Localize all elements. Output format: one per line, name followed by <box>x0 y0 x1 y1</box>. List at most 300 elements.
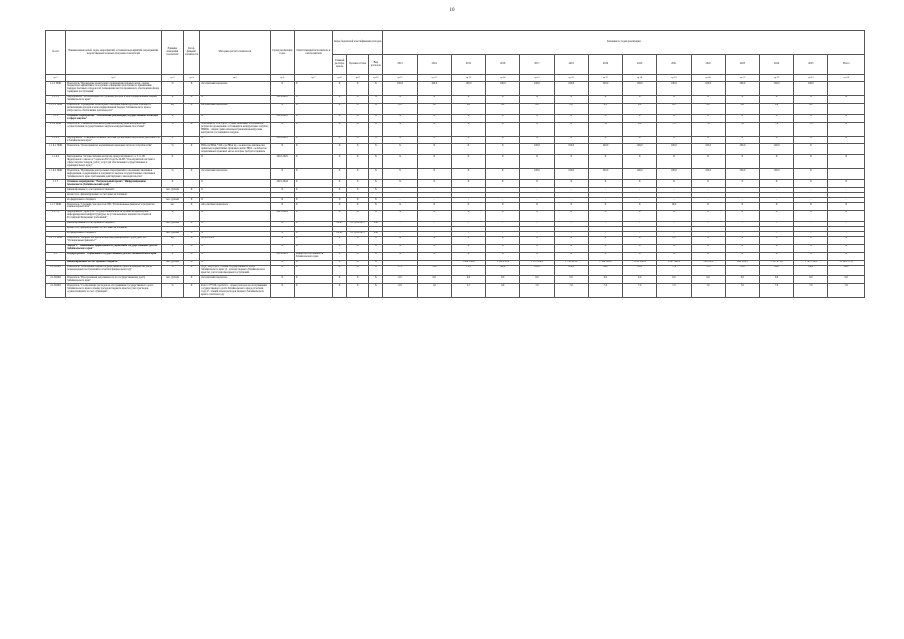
table-row <box>46 276 865 284</box>
cell-value: - <box>657 188 691 193</box>
cell-value: - <box>725 198 759 203</box>
cell-b3: Х <box>369 144 383 155</box>
cell-value: Х <box>451 203 485 211</box>
cell-value: Х <box>451 95 485 103</box>
cell-unit: Х <box>161 252 183 260</box>
cell-value: 1,0 <box>417 103 451 114</box>
cell-value: Х <box>554 155 588 169</box>
cell-b3: Х <box>369 114 383 122</box>
cell-value: - <box>417 188 451 193</box>
cell-value: - <box>383 188 417 193</box>
cell-value: 4,9 <box>486 284 520 298</box>
cell-value: Х <box>794 236 828 244</box>
cell-b3: 242 <box>369 221 383 226</box>
cell-value: 1 743 722,2 <box>794 260 828 265</box>
cell-value: - <box>794 221 828 226</box>
column-number: гр.8 <box>333 75 347 82</box>
cell-value: 100,0 <box>520 169 554 180</box>
cell-value: Х <box>759 244 793 252</box>
cell-value: Х <box>794 244 828 252</box>
cell-value: - <box>451 198 485 203</box>
cell-value: 1 309 253,9 <box>486 260 520 265</box>
cell-b2: Х <box>347 265 369 276</box>
cell-value: Х <box>417 122 451 136</box>
column-number: гр.23 <box>794 75 828 82</box>
cell-value: Х <box>486 236 520 244</box>
cell-value: Х <box>691 114 725 122</box>
cell-no <box>46 244 66 252</box>
cell-value: - <box>828 188 865 193</box>
cell-value: 0,0 <box>417 276 451 284</box>
cell-value: Х <box>623 236 657 244</box>
cell-value: Х <box>588 180 622 188</box>
cell-value: Х <box>417 180 451 188</box>
cell-coef: Х <box>183 231 199 236</box>
table-row <box>46 284 865 298</box>
cell-resp: Х <box>294 221 332 226</box>
cell-value: Х <box>451 122 485 136</box>
cell-value: Х <box>759 136 793 144</box>
cell-name: Задача 2. "Повышение эффективности управления государственным долгом Забайкальского края" <box>66 244 162 252</box>
cell-name: из федерального бюджета <box>66 198 162 203</box>
cell-value: 18,0 <box>657 203 691 211</box>
header-year: Итого <box>828 55 865 75</box>
cell-value: Х <box>794 136 828 144</box>
cell-value: - <box>794 198 828 203</box>
cell-method: Х <box>200 155 271 169</box>
cell-value: 100,0 <box>623 144 657 155</box>
cell-coef: Х <box>183 252 199 260</box>
cell-value: 100,0 <box>451 82 485 96</box>
cell-b1: Х <box>333 260 347 265</box>
cell-value <box>828 82 865 96</box>
cell-value: 75,5 <box>451 265 485 276</box>
cell-value: 100,0 <box>588 144 622 155</box>
cell-value: 7,0 <box>691 122 725 136</box>
cell-term: Х <box>270 122 294 136</box>
cell-b2: Х <box>347 198 369 203</box>
cell-b1: Х <box>333 252 347 260</box>
cell-value: Х <box>828 180 865 188</box>
cell-value: Х <box>451 180 485 188</box>
cell-value: Х <box>383 122 417 136</box>
cell-name: Показатель "Отношение объема государственного долга к доходам без учета безвозмездных поступлений в отчетном финансовом году" <box>66 265 162 276</box>
cell-b3: Х <box>369 169 383 180</box>
cell-name: кроме того, финансирование за счет иных источников: <box>66 226 162 231</box>
header-unit: Единица измерения показателя <box>161 31 183 75</box>
cell-b3: Х <box>369 260 383 265</box>
cell-value: 100,0 <box>554 144 588 155</box>
cell-b2: 01 Д 02 0070 <box>347 231 369 236</box>
cell-value: Х <box>520 114 554 122</box>
cell-value: Х <box>623 244 657 252</box>
cell-resp: Х <box>294 231 332 236</box>
cell-b1: Х <box>333 210 347 221</box>
cell-b3: Х <box>369 210 383 221</box>
cell-value: 100,0 <box>725 169 759 180</box>
cell-value: 70,0 <box>725 265 759 276</box>
cell-value: Х <box>794 95 828 103</box>
cell-coef: Х <box>183 198 199 203</box>
cell-value: Х <box>691 203 725 211</box>
cell-value: 1 531 414,2 <box>520 260 554 265</box>
cell-value: - <box>623 188 657 193</box>
cell-value: Х <box>828 122 865 136</box>
header-budget-codes: Коды бюджетной классификации расходов <box>333 31 383 55</box>
cell-resp: Х <box>294 284 332 298</box>
cell-value: 77,0 <box>657 265 691 276</box>
table-row <box>46 136 865 144</box>
cell-value: 0,0 <box>451 276 485 284</box>
cell-b1: Х <box>333 144 347 155</box>
cell-unit: тыс. рублей <box>161 276 183 284</box>
cell-value: Х <box>554 136 588 144</box>
cell-value: Х <box>383 95 417 103</box>
cell-b1: Х <box>333 169 347 180</box>
cell-value: 7,0 <box>588 122 622 136</box>
cell-name: Показатель "Количество критической информационной структуры ГИС "Региональные финансы"" <box>66 236 162 244</box>
cell-value: - <box>383 198 417 203</box>
cell-method: Х <box>200 114 271 122</box>
cell-resp: Х <box>294 180 332 188</box>
cell-value: 100,0 <box>725 144 759 155</box>
cell-value: 7,0 <box>828 284 865 298</box>
cell-value: Х <box>759 114 793 122</box>
cell-no: 1.1.7 ПОК <box>46 203 66 211</box>
cell-b1: Х <box>333 155 347 169</box>
cell-b2: Х <box>347 188 369 193</box>
cell-value: Х <box>554 210 588 221</box>
cell-value: - <box>794 188 828 193</box>
cell-unit: тыс. рублей <box>161 231 183 236</box>
cell-value: - <box>725 188 759 193</box>
column-number: гр.21 <box>725 75 759 82</box>
cell-value: 0,0 <box>725 103 759 114</box>
cell-value: Х <box>383 169 417 180</box>
cell-resp: Х <box>294 103 332 114</box>
cell-value: 1,0 <box>657 236 691 244</box>
column-number: гр.13 <box>451 75 485 82</box>
cell-value: - <box>588 188 622 193</box>
cell-value: 7,0 <box>623 284 657 298</box>
cell-b3: 242 <box>369 231 383 236</box>
cell-value: Х <box>759 236 793 244</box>
column-number: гр.16 <box>554 75 588 82</box>
header-no: № п/п <box>46 31 66 75</box>
cell-value: - <box>486 198 520 203</box>
cell-no: 1.1.7 <box>46 180 66 188</box>
cell-no: 1.1.6.1 ПОК <box>46 144 66 155</box>
cell-name: Показатель "Средний срок простоя ГИС "Региональные финансы" в результате компьютерных атак" <box>66 203 162 211</box>
cell-value: - <box>725 221 759 226</box>
cell-resp: Х <box>294 188 332 193</box>
cell-value: - <box>451 231 485 236</box>
cell-value: Х <box>383 144 417 155</box>
cell-value: 57,1 <box>383 265 417 276</box>
cell-value <box>828 169 865 180</box>
cell-value: - <box>451 188 485 193</box>
cell-value: Х <box>691 210 725 221</box>
cell-b3: Х <box>369 188 383 193</box>
cell-value: Х <box>588 203 622 211</box>
cell-value: Х <box>657 95 691 103</box>
column-number: гр.1 <box>46 75 66 82</box>
cell-value: - <box>828 198 865 203</box>
cell-value: - <box>657 231 691 236</box>
cell-term: Х <box>270 236 294 244</box>
cell-value: 100,0 <box>794 82 828 96</box>
header-responsible: Ответственный исполнитель и соисполнители <box>294 31 332 75</box>
cell-value: 0,0 <box>486 276 520 284</box>
cell-b3: Х <box>369 136 383 144</box>
cell-b2: Х <box>347 276 369 284</box>
cell-value: Х <box>828 236 865 244</box>
cell-value: Х <box>725 203 759 211</box>
table-row <box>46 155 865 169</box>
cell-value: - <box>657 198 691 203</box>
cell-coef: Х <box>183 188 199 193</box>
cell-value: 15 344 707,8 <box>828 260 865 265</box>
cell-value: - <box>554 198 588 203</box>
cell-name: Подпрограмма "Управление государственным долгом Забайкальского края" <box>66 252 162 260</box>
header-year: 2021 <box>657 55 691 75</box>
cell-unit: Х <box>161 114 183 122</box>
cell-b2: Х <box>347 155 369 169</box>
column-number: гр.6 <box>270 75 294 82</box>
cell-value: Х <box>451 136 485 144</box>
cell-no: 1.1.6 <box>46 114 66 122</box>
cell-value: 0,0 <box>588 276 622 284</box>
cell-value: 0,0 <box>759 103 793 114</box>
table-row <box>46 103 865 114</box>
cell-value: 2,7 <box>451 284 485 298</box>
cell-value: - <box>623 198 657 203</box>
cell-name: Показатель "Соотношение расходов на обслуживание государственного долга Забайкальского края к объему расходов бюджета края без учета расходов, осуществляемых за счет субвенций" <box>66 284 162 298</box>
cell-value: Х <box>554 114 588 122</box>
cell-value: - <box>520 198 554 203</box>
cell-no: 2.1 <box>46 252 66 260</box>
cell-value: Х <box>451 155 485 169</box>
cell-name: Мероприятие "Мобилизация поступлений доходов в консолидированный бюджет Забайкальского края" <box>66 95 162 103</box>
column-number: гр.7 <box>294 75 332 82</box>
cell-method: Х <box>200 210 271 221</box>
cell-value: 100,0 <box>486 82 520 96</box>
cell-term: Х <box>270 221 294 226</box>
cell-coef: Х <box>183 244 199 252</box>
cell-value: 0,0 <box>657 103 691 114</box>
cell-value: 0,0 <box>554 276 588 284</box>
cell-b3: Х <box>369 82 383 96</box>
cell-value: 100,0 <box>554 265 588 276</box>
cell-b2: Х <box>347 144 369 155</box>
cell-value: 0,0 <box>554 103 588 114</box>
cell-b2: Х <box>347 236 369 244</box>
cell-b3: Х <box>369 244 383 252</box>
cell-value: Х <box>691 95 725 103</box>
cell-term: Х <box>270 169 294 180</box>
cell-value: Х <box>828 155 865 169</box>
cell-name: Показатель "Проведение мониторинга оказания Министерством помощи по мобилизации доходов в консолидированный бюджет Забайкальского края и вопросам по обеспечению деятельности" <box>66 103 162 114</box>
cell-resp: Х <box>294 203 332 211</box>
header-year: 2019 <box>588 55 622 75</box>
cell-value: Х <box>451 210 485 221</box>
cell-value: Х <box>828 244 865 252</box>
cell-value: - <box>554 231 588 236</box>
cell-term: 2016-2025 <box>270 155 294 169</box>
header-year: 2017 <box>520 55 554 75</box>
cell-value: 0,0 <box>691 276 725 284</box>
cell-term: 2014-2025 <box>270 95 294 103</box>
cell-b2: Х <box>347 260 369 265</box>
header-budget-sub: Главный распоря- дитель <box>333 55 347 75</box>
cell-value: 7,0 <box>759 122 793 136</box>
cell-value: 89,0 <box>588 265 622 276</box>
cell-b2: Х <box>347 82 369 96</box>
cell-resp: Х <box>294 114 332 122</box>
cell-value: Х <box>691 252 725 260</box>
cell-b2: Х <box>347 210 369 221</box>
cell-coef: Х <box>183 284 199 298</box>
cell-value: 7,0 <box>759 284 793 298</box>
cell-b1: Х <box>333 203 347 211</box>
cell-value: Х <box>623 203 657 211</box>
cell-value: Х <box>451 236 485 244</box>
cell-value: 798 650,0 <box>691 260 725 265</box>
cell-value: Х <box>383 203 417 211</box>
cell-value: Х <box>794 114 828 122</box>
cell-coef: Х <box>183 144 199 155</box>
cell-resp: Х <box>294 122 332 136</box>
cell-value: 76,0 <box>417 265 451 276</box>
cell-value: Х <box>383 180 417 188</box>
cell-value: - <box>486 188 520 193</box>
cell-value: 1 047 493,9 <box>657 260 691 265</box>
cell-coef: Х <box>183 122 199 136</box>
cell-name: из федерального бюджета <box>66 231 162 236</box>
cell-value: Х <box>417 252 451 260</box>
cell-value: Х <box>623 252 657 260</box>
cell-value: 1 327 471,8 <box>759 260 793 265</box>
cell-coef: Х <box>183 221 199 226</box>
cell-method: Х=НМЦК/Ц*100, где Ц - сумма экономии, полученная в результате проведения состоявшихся конкурентных закупок; НМЦК - общая сумма начальной (максимальной) цены контрактов состоявшихся закупок <box>201 122 269 135</box>
cell-value: Х <box>486 169 520 180</box>
cell-value: - <box>520 231 554 236</box>
cell-resp: Министерство финансов Забайкальского края <box>294 252 332 260</box>
cell-b2: Х <box>347 122 369 136</box>
cell-value: - <box>520 188 554 193</box>
cell-unit: ед. <box>161 103 183 114</box>
cell-value: Х <box>486 203 520 211</box>
cell-value: Х <box>383 244 417 252</box>
cell-value: 100,0 <box>520 265 554 276</box>
cell-value: Х <box>417 114 451 122</box>
cell-b1: Х <box>333 180 347 188</box>
cell-value: Х <box>759 180 793 188</box>
cell-b2: 01 Д 02 0070 <box>347 221 369 226</box>
header-year: 2013 <box>383 55 417 75</box>
cell-b3: Х <box>369 203 383 211</box>
cell-coef <box>183 155 199 169</box>
cell-b2: Х <box>347 95 369 103</box>
cell-value: 100,0 <box>588 82 622 96</box>
cell-name: Мероприятие "Доля ГИС государственной власти субъектов критической информационной инфраструктуры, не установленных значимости объектов Российской Федерации требований" <box>66 210 162 221</box>
cell-value: Х <box>486 114 520 122</box>
cell-value: Х <box>520 236 554 244</box>
cell-name: Мероприятие "Совершенствование системы организации закупочной деятельности в Забайкальском крае" <box>67 136 160 142</box>
cell-value: 7,0 <box>657 122 691 136</box>
cell-term: Х <box>270 276 294 284</box>
cell-value: Х <box>794 155 828 169</box>
cell-value: - <box>691 188 725 193</box>
cell-coef: Х <box>183 265 199 276</box>
cell-value: Х <box>828 95 865 103</box>
cell-method: Х <box>200 244 271 252</box>
cell-value: 0,0 <box>520 276 554 284</box>
cell-value: Х <box>657 252 691 260</box>
cell-value: 490 164,3 <box>725 260 759 265</box>
cell-value: 69,0 <box>828 265 865 276</box>
cell-value: - <box>554 188 588 193</box>
cell-value: Х <box>759 252 793 260</box>
cell-b2: Х <box>347 103 369 114</box>
cell-value: Х <box>657 180 691 188</box>
column-number: гр.4 <box>183 75 199 82</box>
table-row <box>46 82 865 96</box>
cell-b1: Х <box>333 236 347 244</box>
cell-b2: Х <box>347 203 369 211</box>
cell-value: Х <box>759 95 793 103</box>
cell-name: Основное мероприятие "Региональный проект "Информационная безопасность (Забайкальский край)" <box>66 180 162 188</box>
cell-value: Х <box>828 210 865 221</box>
cell-value: 7,0 <box>794 284 828 298</box>
cell-value: Х <box>486 95 520 103</box>
cell-coef <box>183 114 199 122</box>
cell-value: - <box>759 188 793 193</box>
cell-value: 100,0 <box>657 169 691 180</box>
cell-value: Х <box>725 114 759 122</box>
cell-term: Х <box>270 188 294 193</box>
cell-value: Х <box>588 114 622 122</box>
cell-b3: Х <box>369 198 383 203</box>
cell-name: финансирование за счет краевого бюджета <box>66 188 162 193</box>
cell-resp: Х <box>294 276 332 284</box>
cell-method: Х <box>200 188 271 193</box>
cell-value: 98,9 <box>486 265 520 276</box>
header-method: Методика расчета показателя <box>200 31 271 75</box>
cell-coef <box>183 180 199 188</box>
cell-value: Х <box>828 136 865 144</box>
cell-value: Х <box>759 210 793 221</box>
cell-coef: Х <box>183 203 199 211</box>
cell-unit: Х <box>161 210 183 221</box>
cell-value: Х <box>520 210 554 221</box>
cell-value: 100,0 <box>759 144 793 155</box>
cell-method: абсолютный показатель <box>200 82 271 96</box>
cell-method: Абсолютный показатель <box>200 203 271 211</box>
cell-b2: Х <box>347 180 369 188</box>
cell-resp: Х <box>294 144 332 155</box>
cell-value: Х <box>554 203 588 211</box>
cell-value: Х <box>417 244 451 252</box>
cell-value: Х <box>486 144 520 155</box>
cell-value: Х <box>794 180 828 188</box>
cell-unit: Х <box>161 244 183 252</box>
cell-value: 0,0 <box>759 276 793 284</box>
cell-name: Показатель "Проведение контрольных мероприятий в отношении заказчиков информации, содержащейся в документах закупок государственных заказчиков Забайкальского края, требованиям действующего законодательства" <box>66 169 162 180</box>
cell-unit: Х <box>161 180 183 188</box>
cell-value: 100,0 <box>691 169 725 180</box>
cell-value: - <box>383 221 417 226</box>
